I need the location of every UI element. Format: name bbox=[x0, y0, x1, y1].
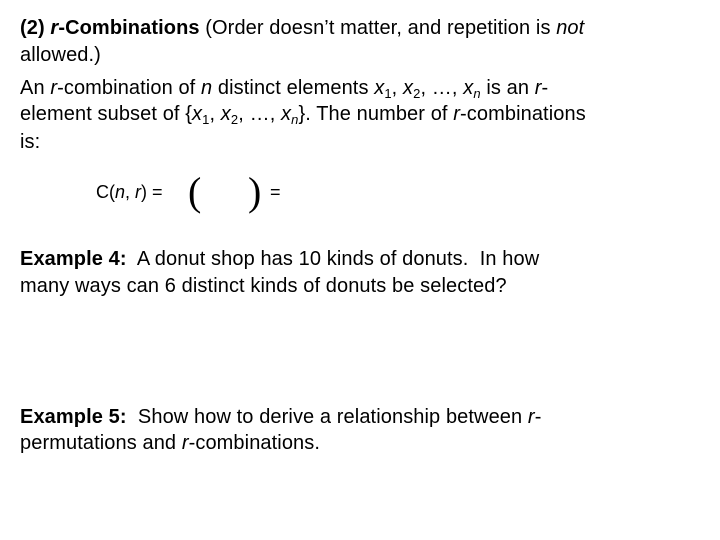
var-x: x bbox=[402, 77, 414, 99]
definition-text: element subset of { bbox=[20, 103, 193, 125]
var-r: r bbox=[453, 103, 460, 125]
definition-line-3 bbox=[20, 130, 40, 154]
formula-equals: = bbox=[270, 182, 281, 202]
section-title-var: r bbox=[50, 17, 59, 39]
var-r: r bbox=[527, 406, 535, 428]
section-number: (2) bbox=[20, 17, 45, 39]
definition-line-2 bbox=[20, 102, 586, 126]
example-5-text: - bbox=[534, 406, 542, 428]
section-title: -Combinations bbox=[58, 17, 200, 39]
definition-line-1 bbox=[20, 76, 548, 100]
subscript: 2 bbox=[230, 112, 239, 127]
ellipsis: … bbox=[249, 103, 270, 125]
formula-text: ) = bbox=[141, 182, 163, 202]
example-5-line-2 bbox=[20, 431, 320, 455]
definition-text: is an bbox=[480, 77, 535, 99]
ellipsis: … bbox=[431, 77, 452, 99]
var-x: x bbox=[220, 103, 231, 125]
definition-text: distinct elements bbox=[212, 77, 375, 99]
example-4-line-1 bbox=[20, 247, 539, 271]
definition-text: -combination of bbox=[57, 77, 201, 99]
subscript: 1 bbox=[202, 112, 210, 127]
subscript: n bbox=[473, 86, 481, 101]
subscript: 2 bbox=[413, 86, 421, 101]
subscript: 1 bbox=[384, 86, 392, 101]
formula-text: C( bbox=[96, 182, 115, 202]
example-4-label: Example 4: bbox=[20, 248, 127, 270]
definition-text: }. The number of bbox=[298, 103, 454, 125]
section-heading bbox=[20, 16, 584, 40]
definition-text: is: bbox=[20, 131, 41, 153]
example-4-text: many ways can 6 distinct kinds of donuts be selected? bbox=[20, 275, 507, 297]
var-n: n bbox=[115, 182, 126, 202]
example-5-text: Show how to derive a relationship between bbox=[126, 406, 528, 428]
var-x: x bbox=[281, 103, 292, 125]
comma: , bbox=[451, 77, 464, 99]
example-4-text: A donut shop has 10 kinds of donuts. In how bbox=[126, 248, 540, 270]
section-heading-cont bbox=[20, 43, 101, 67]
section-desc: (Order doesn’t matter, and repetition is bbox=[199, 17, 557, 39]
definition-text: An bbox=[20, 77, 51, 99]
example-5-line-1 bbox=[20, 405, 541, 429]
var-n: n bbox=[201, 77, 213, 99]
section-desc-close: allowed.) bbox=[20, 44, 101, 66]
definition-text: -combinations bbox=[460, 103, 586, 125]
comma: , bbox=[420, 77, 432, 99]
comma: , bbox=[238, 103, 250, 125]
comma: , bbox=[391, 77, 403, 99]
var-r: r bbox=[135, 182, 142, 202]
definition-text: - bbox=[541, 77, 549, 99]
var-r: r bbox=[181, 432, 189, 454]
example-5-label: Example 5: bbox=[20, 406, 127, 428]
comma: , bbox=[209, 103, 221, 125]
var-r: r bbox=[534, 77, 542, 99]
comma: , bbox=[269, 103, 282, 125]
var-x: x bbox=[374, 77, 385, 99]
right-paren: ) bbox=[248, 169, 262, 214]
var-x: x bbox=[463, 77, 474, 99]
example-5-text: -combinations. bbox=[188, 432, 321, 454]
var-x: x bbox=[192, 103, 203, 125]
formula-lhs bbox=[96, 182, 163, 203]
left-paren: ( bbox=[188, 169, 202, 214]
var-r: r bbox=[50, 77, 58, 99]
formula-text: , bbox=[125, 182, 136, 202]
example-4-line-2 bbox=[20, 274, 507, 298]
subscript: n bbox=[291, 112, 299, 127]
section-desc-not: not bbox=[556, 17, 585, 39]
example-5-text: permutations and bbox=[20, 432, 182, 454]
